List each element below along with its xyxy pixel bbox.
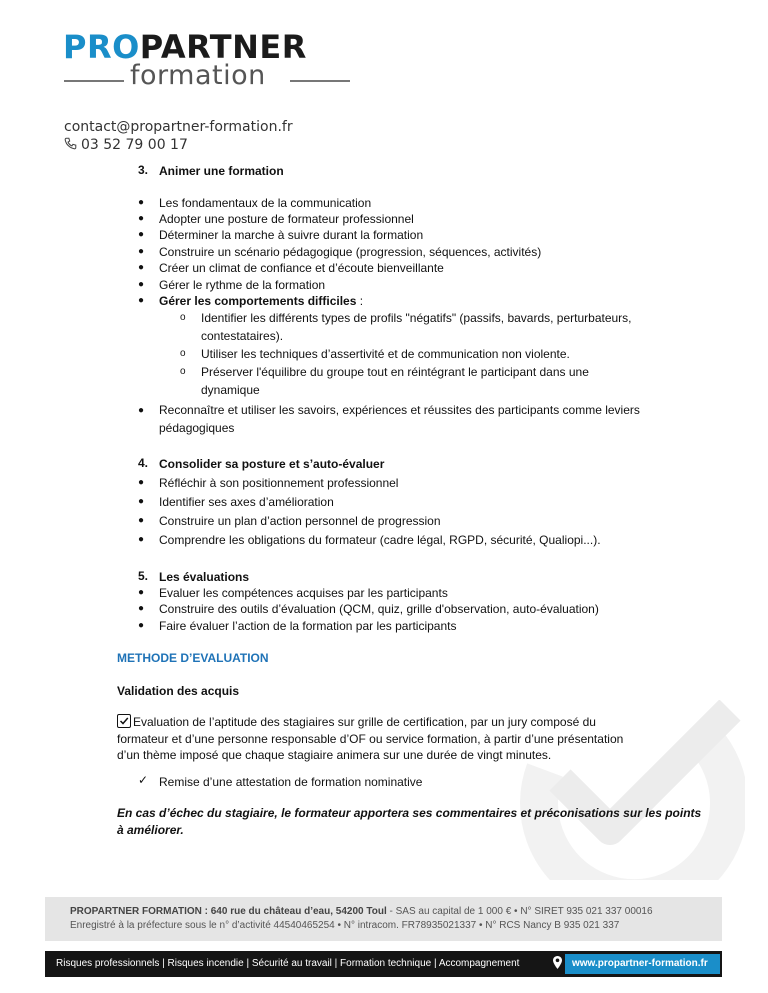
- bullet-icon: ●: [138, 603, 145, 614]
- list-item: Evaluer les compétences acquises par les participants: [159, 586, 448, 600]
- sub-list-item: Identifier les différents types de profils "négatifs" (passifs, bavards, perturbateurs,: [201, 311, 632, 325]
- list-item: Comprendre les obligations du formateur (cadre légal, RGPD, sécurité, Qualiopi...).: [159, 533, 601, 547]
- bullet-icon: ●: [138, 246, 145, 257]
- list-item: Adopter une posture de formateur professionnel: [159, 212, 414, 226]
- evaluation-subheading: Validation des acquis: [117, 684, 240, 698]
- section-5-title: Les évaluations: [159, 570, 250, 584]
- company-logo: PROPARTNER: [63, 28, 307, 66]
- evaluation-heading: METHODE D’EVALUATION: [117, 651, 269, 665]
- sub-list-item: Utiliser les techniques d’assertivité et de communication non violente.: [201, 347, 570, 361]
- section-3-title: Animer une formation: [159, 164, 284, 178]
- list-item: Construire un scénario pédagogique (progression, séquences, activités): [159, 245, 542, 259]
- footer-services-links[interactable]: Risques professionnels | Risques incendie | Sécurité au travail | Formation technique | Accompagnement: [56, 958, 520, 969]
- bullet-icon: ●: [138, 620, 145, 631]
- contact-phone[interactable]: [64, 137, 188, 153]
- footer-info-band: [45, 897, 722, 941]
- list-item: Construire un plan d’action personnel de progression: [159, 514, 441, 528]
- check-list-item: Remise d’une attestation de formation nominative: [159, 775, 423, 789]
- section-5-number: 5.: [138, 569, 149, 583]
- footer-company-line: PROPARTNER FORMATION : 640 rue du château d’eau, 54200 Toul - SAS au capital de 1 000 € • N° SIRET 935 021 337 00016: [70, 906, 653, 917]
- list-item: Construire des outils d’évaluation (QCM, quiz, grille d'observation, auto-évaluation): [159, 602, 599, 616]
- sub-bullet-icon: o: [180, 366, 186, 377]
- list-item: Réfléchir à son positionnement professionnel: [159, 476, 399, 490]
- section-4-number: 4.: [138, 456, 149, 470]
- list-item: Créer un climat de confiance et d’écoute bienveillante: [159, 261, 444, 275]
- list-item: Reconnaître et utiliser les savoirs, expériences et réussites des participants comme leviers: [159, 403, 640, 417]
- failure-note-line: En cas d’échec du stagiaire, le formateur apportera ses commentaires et préconisations sur les points: [117, 806, 702, 820]
- bullet-icon: ●: [138, 534, 145, 545]
- evaluation-paragraph-line: d’un thème imposé que chaque stagiaire animera sur une durée de vingt minutes.: [117, 748, 552, 762]
- phone-icon: [64, 137, 77, 150]
- bullet-icon: ●: [138, 496, 145, 507]
- bullet-icon: ●: [138, 262, 145, 273]
- evaluation-paragraph-line: Evaluation de l’aptitude des stagiaires sur grille de certification, par un jury composé du: [133, 715, 596, 729]
- bullet-icon: ●: [138, 295, 145, 306]
- bullet-icon: ●: [138, 515, 145, 526]
- sub-list-item-cont: dynamique: [201, 383, 260, 397]
- footer-website-link[interactable]: www.propartner-formation.fr: [572, 958, 708, 969]
- bullet-icon: ●: [138, 213, 145, 224]
- list-item: Faire évaluer l’action de la formation par les participants: [159, 619, 457, 633]
- list-item: Gérer le rythme de la formation: [159, 278, 326, 292]
- logo-divider-left: [64, 80, 124, 82]
- bullet-icon: ●: [138, 587, 145, 598]
- footer-registration-line: Enregistré à la préfecture sous le n° d’activité 44540465254 • N° intracom. FR78935021337 • N° RCS Nancy B 935 021 337: [70, 920, 620, 931]
- bullet-icon: ●: [138, 279, 145, 290]
- bullet-icon: ●: [138, 477, 145, 488]
- sub-list-item-cont: contestataires).: [201, 329, 284, 343]
- logo-subtitle: formation: [130, 60, 266, 91]
- failure-note-line: à améliorer.: [117, 823, 184, 837]
- list-item: Déterminer la marche à suivre durant la formation: [159, 228, 424, 242]
- checkbox-icon: [117, 714, 131, 728]
- bullet-icon: ●: [138, 197, 145, 208]
- phone-number: 03 52 79 00 17: [81, 137, 188, 153]
- bullet-icon: ●: [138, 229, 145, 240]
- logo-divider-right: [290, 80, 350, 82]
- contact-email[interactable]: contact@propartner-formation.fr: [64, 119, 293, 135]
- section-3-number: 3.: [138, 163, 149, 177]
- sub-bullet-icon: o: [180, 348, 186, 359]
- bullet-icon: ●: [138, 405, 145, 416]
- location-pin-icon: [552, 955, 563, 970]
- list-item: Identifier ses axes d’amélioration: [159, 495, 334, 509]
- sub-bullet-icon: o: [180, 312, 186, 323]
- check-icon: ✓: [138, 773, 149, 787]
- list-item-difficult: Gérer les comportements difficiles :: [159, 294, 364, 308]
- list-item-cont: pédagogiques: [159, 421, 235, 435]
- list-item: Les fondamentaux de la communication: [159, 196, 372, 210]
- section-4-title: Consolider sa posture et s’auto-évaluer: [159, 457, 385, 471]
- evaluation-paragraph-line: formateur et d’une personne responsable d’OF ou service formation, à partir d’une présentation: [117, 732, 624, 746]
- sub-list-item: Préserver l'équilibre du groupe tout en réintégrant le participant dans une: [201, 365, 589, 379]
